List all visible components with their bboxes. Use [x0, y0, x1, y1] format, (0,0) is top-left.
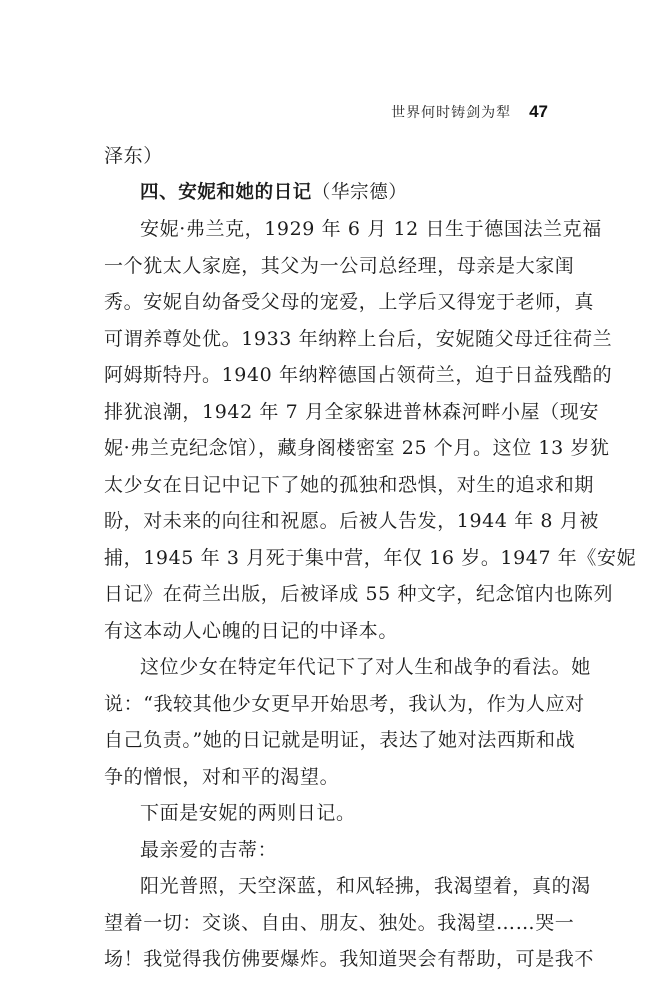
- text-line: 争的憎恨，对和平的渴望。: [104, 765, 340, 788]
- section-heading-author: （华宗德）: [311, 181, 408, 203]
- page-number: 47: [529, 102, 548, 121]
- text-line: 说：“我较其他少女更早开始思考，我认为，作为人应对: [104, 692, 585, 715]
- section-heading-title: 四、安妮和她的日记: [140, 181, 312, 203]
- text-line: 秀。安妮自幼备受父母的宠爱，上学后又得宠于老师，真: [104, 291, 595, 313]
- paragraph-first-line: 这位少女在特定年代记下了对人生和战争的看法。她: [140, 656, 591, 678]
- text-line: 可谓养尊处优。1933 年纳粹上台后，安妮随父母迁往荷兰: [104, 327, 613, 350]
- text-line: 望着一切：交谈、自由、朋友、独处。我渴望……哭一: [104, 911, 575, 934]
- running-header: [300, 96, 548, 122]
- text-line: 盼，对未来的向往和祝愿。后被人告发，1944 年 8 月被: [104, 510, 599, 532]
- paragraph-first-line: 下面是安妮的两则日记。: [140, 802, 356, 824]
- paragraph-first-line: 安妮·弗兰克，1929 年 6 月 12 日生于德国法兰克福: [140, 218, 602, 240]
- text-line: 场！我觉得我仿佛要爆炸。我知道哭会有帮助，可是我不: [104, 948, 595, 970]
- text-line: 自己负责。”她的日记就是明证，表达了她对法西斯和战: [104, 729, 576, 751]
- text-line: 排犹浪潮，1942 年 7 月全家躲进普林森河畔小屋（现安: [104, 400, 599, 423]
- section-heading: [104, 175, 556, 212]
- text-line: 日记》在荷兰出版，后被译成 55 种文字，纪念馆内也陈列: [104, 583, 614, 605]
- text-line: 一个犹太人家庭，其父为一公司总经理，母亲是大家闺: [104, 254, 575, 277]
- text-line: 太少女在日记中记下了她的孤独和恐惧，对生的追求和期: [104, 473, 595, 496]
- text-line: 妮·弗兰克纪念馆），藏身阁楼密室 25 个月。这位 13 岁犹: [104, 437, 610, 459]
- body-text: [104, 138, 637, 978]
- text-line: 阿姆斯特丹。1940 年纳粹德国占领荷兰，迫于日益残酷的: [104, 364, 613, 386]
- running-title: 世界何时铸剑为犁: [391, 105, 512, 121]
- text-line: 有这本动人心魄的日记的中译本。: [104, 619, 399, 642]
- paragraph-first-line: 阳光普照，天空深蓝，和风轻拂，我渴望着，真的渴: [140, 875, 591, 897]
- text-line: 泽东）: [104, 145, 163, 167]
- text-line: 捕，1945 年 3 月死于集中营，年仅 16 岁。1947 年《安妮: [104, 546, 637, 569]
- diary-salutation: 最亲爱的吉蒂：: [140, 838, 278, 861]
